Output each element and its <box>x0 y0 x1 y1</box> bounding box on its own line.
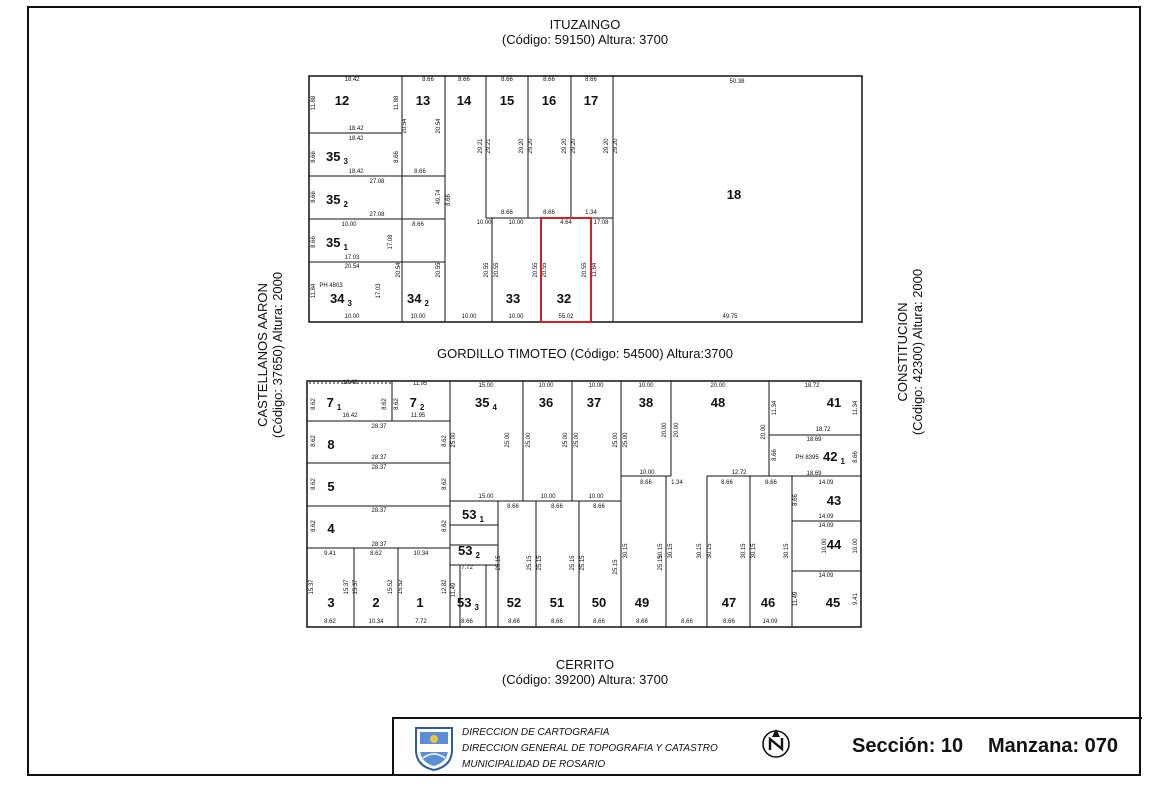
north-dimension-label: 20.55 <box>494 262 500 278</box>
south-dimension-label: 15.52 <box>398 579 404 595</box>
south-dimension-label: 25.15 <box>658 555 664 571</box>
south-dimension-label: 20.00 <box>674 422 680 438</box>
lot-sub-53-2: 2 <box>475 551 480 560</box>
org-line-3: MUNICIPALIDAD DE ROSARIO <box>462 759 606 770</box>
north-dimension-label: 8.66 <box>311 151 317 163</box>
lot-label-35-4: 35 $_4$ <box>475 395 497 412</box>
lot-label-52: 52 <box>506 595 522 610</box>
south-dimension-label: 8.62 <box>311 520 317 532</box>
south-dimension-label: 8.66 <box>507 504 519 510</box>
lot-label-8: 8 <box>327 437 335 452</box>
north-dimension-label: 27.08 <box>369 212 385 218</box>
north-dimension-label: 4.64 <box>560 220 572 226</box>
street-middle-name: GORDILLO TIMOTEO (Código: 54500) Altura:3700 <box>436 346 733 361</box>
south-dimension-label: 15.37 <box>309 579 315 595</box>
lot-label-53-3: 53 $_3$ <box>457 595 479 612</box>
north-dimension-label: 20.54 <box>402 118 408 134</box>
lot-label-1: 1 <box>416 595 424 610</box>
south-dimension-label: 11.49 <box>451 582 457 598</box>
north-dimension-label: 11.88 <box>311 95 317 111</box>
north-dimension-label: 29.21 <box>486 138 492 154</box>
lot-label-51: 51 <box>549 595 565 610</box>
lot-label-38: 38 <box>638 395 654 410</box>
south-dimension-label: 14.09 <box>818 523 834 529</box>
lot-label-46: 46 <box>760 595 776 610</box>
south-dimension-label: 20.00 <box>710 383 726 389</box>
lot-labels <box>326 93 845 612</box>
ph-8395-label: PH 8395 <box>795 455 819 461</box>
south-dimension-label: 28.37 <box>371 455 387 461</box>
south-dimension-label: 30.15 <box>623 543 629 559</box>
south-dimension-label: 8.66 <box>853 451 859 463</box>
north-dimension-label: 8.66 <box>543 210 555 216</box>
south-dimension-label: 18.69 <box>806 471 822 477</box>
lot-label-2: 2 <box>372 595 380 610</box>
south-dimension-label: 8.62 <box>442 478 448 490</box>
north-dimension-label: 29.21 <box>478 138 484 154</box>
south-dimension-label: 8.66 <box>765 480 777 486</box>
lot-sub-35-4: 4 <box>492 403 497 412</box>
south-dimension-label: 8.66 <box>723 619 735 625</box>
lot-label-12: 12 <box>334 93 350 108</box>
north-dimension-label: 8.66 <box>414 169 426 175</box>
south-dimension-label: 8.66 <box>508 619 520 625</box>
lot-label-50: 50 <box>591 595 607 610</box>
lot-label-34-3: 34 $_3$ <box>330 291 352 308</box>
south-dimension-label: 8.62 <box>382 398 388 410</box>
south-dimension-label: 28.37 <box>371 508 387 514</box>
lot-sub-34-2: 2 <box>424 299 429 308</box>
south-dimension-label: 10.00 <box>588 494 604 500</box>
south-dimension-label: 11.49 <box>793 591 799 607</box>
south-dimension-label: 15.37 <box>344 579 350 595</box>
north-dimension-label: 20.55 <box>484 262 490 278</box>
south-dimension-label: 25.00 <box>563 432 569 448</box>
south-dimension-label: 30.15 <box>784 543 790 559</box>
lot-sub-53-1: 1 <box>479 515 484 524</box>
south-dimension-label: 25.00 <box>451 432 457 448</box>
lot-label-35-2: 35 $_2$ <box>326 192 348 209</box>
north-dimension-label: 49.74 <box>436 189 442 205</box>
south-dimension-label: 8.66 <box>721 480 733 486</box>
org-line-2: DIRECCION GENERAL DE TOPOGRAFIA Y CATASTRO <box>462 743 718 754</box>
lot-label-7-1: 7 $_1$ <box>326 395 342 412</box>
south-dimension-label: 8.62 <box>324 619 336 625</box>
south-dimension-label: 11.34 <box>853 400 859 416</box>
south-dimension-label: 15.00 <box>478 494 494 500</box>
north-dimension-label: 29.20 <box>571 138 577 154</box>
north-dimension-label: 20.55 <box>582 262 588 278</box>
lot-label-44: 44 <box>826 537 842 552</box>
south-dimension-label: 25.15 <box>613 559 619 575</box>
street-west-name: CASTELLANOS AARON <box>255 283 270 427</box>
south-dimension-label: 10.00 <box>639 470 655 476</box>
lot-label-5: 5 <box>327 479 335 494</box>
south-dimension-label: 7.72 <box>461 565 473 571</box>
lot-label-18: 18 <box>726 187 742 202</box>
lot-label-17: 17 <box>583 93 599 108</box>
north-arrow-icon <box>760 727 792 759</box>
seccion-label: Sección: 10 <box>852 735 964 757</box>
south-dimension-label: 10.00 <box>638 383 654 389</box>
street-east-detail: (Código: 42300) Altura: 2000 <box>910 268 925 436</box>
lot-label-36: 36 <box>538 395 554 410</box>
rosario-seal-icon <box>413 724 455 772</box>
south-dimension-label: 30.15 <box>707 543 713 559</box>
lot-sub-42-1: 1 <box>840 457 845 466</box>
south-dimension-label: 18.69 <box>806 437 822 443</box>
north-dimension-label: 17.03 <box>376 283 382 299</box>
north-dimension-label: 18.42 <box>348 169 364 175</box>
south-dimension-label: 25.15 <box>527 555 533 571</box>
south-dimension-label: 8.66 <box>681 619 693 625</box>
lot-label-49: 49 <box>634 595 650 610</box>
lot-label-3: 3 <box>327 595 335 610</box>
south-dimension-label: 12.72 <box>731 470 747 476</box>
south-dimension-label: 28.37 <box>371 424 387 430</box>
lot-label-45: 45 <box>825 595 841 610</box>
south-dimension-label: 16.42 <box>342 413 358 419</box>
north-dimension-label: 20.54 <box>344 264 360 270</box>
north-dimension-label: 20.54 <box>396 262 402 278</box>
lot-label-35-1: 35 $_1$ <box>326 235 348 252</box>
south-dimension-label: 8.66 <box>551 619 563 625</box>
south-dimension-label: 20.00 <box>761 424 767 440</box>
north-dimension-label: 17.08 <box>388 234 394 250</box>
south-dimension-label: 8.62 <box>370 551 382 557</box>
south-dimension-label: 9.41 <box>853 593 859 605</box>
south-dimension-label: 8.66 <box>593 504 605 510</box>
south-dimension-label: 25.15 <box>580 555 586 571</box>
south-dimension-label: 9.41 <box>324 551 336 557</box>
north-dimension-label: 8.66 <box>585 77 597 83</box>
lot-label-16: 16 <box>541 93 557 108</box>
south-dimension-label: 8.62 <box>394 398 400 410</box>
south-dimension-label: 1.34 <box>671 480 683 486</box>
lot-label-53-2: 53 $_2$ <box>458 543 480 560</box>
south-dimension-label: 8.62 <box>311 435 317 447</box>
lot-sub-35-2: 2 <box>343 200 348 209</box>
south-dimension-label: 11.34 <box>772 400 778 416</box>
north-dimension-label: 10.00 <box>410 314 426 320</box>
south-dimension-label: 10.34 <box>413 551 429 557</box>
south-dimension-label: 12.82 <box>442 579 448 595</box>
south-dimension-label: 8.62 <box>311 478 317 490</box>
south-dimension-label: 7.72 <box>415 619 427 625</box>
north-dimension-label: 18.42 <box>348 136 364 142</box>
south-dimension-label: 25.00 <box>505 432 511 448</box>
south-dimension-label: 10.00 <box>538 383 554 389</box>
north-dimension-label: 8.66 <box>412 222 424 228</box>
lot-label-35-3: 35 $_3$ <box>326 149 348 166</box>
south-dimension-label: 16.42 <box>342 380 358 386</box>
north-dimension-label: 8.66 <box>458 77 470 83</box>
south-dimension-label: 18.72 <box>815 427 831 433</box>
lot-label-4: 4 <box>327 521 335 536</box>
south-dimension-label: 20.00 <box>662 422 668 438</box>
south-dimension-label: 14.09 <box>818 480 834 486</box>
north-dimension-label: 10.00 <box>508 220 524 226</box>
south-dimension-label: 25.00 <box>526 432 532 448</box>
south-dimension-label: 28.37 <box>371 542 387 548</box>
south-dimension-label: 8.62 <box>311 398 317 410</box>
north-dimension-label: 50.38 <box>729 79 745 85</box>
north-dimension-label: 17.03 <box>344 255 360 261</box>
street-west-detail: (Código: 37650) Altura: 2000 <box>270 271 285 439</box>
lot-label-33: 33 <box>505 291 521 306</box>
north-dimension-label: 11.88 <box>394 95 400 111</box>
lot-sub-35-3: 3 <box>343 157 348 166</box>
lot-label-7-2: 7 $_2$ <box>409 395 425 412</box>
south-dimension-label: 15.00 <box>478 383 494 389</box>
ph-4803-label: PH 4803 <box>319 283 343 289</box>
lot-label-34-2: 34 $_2$ <box>407 291 429 308</box>
south-dimension-label: 30.15 <box>658 543 664 559</box>
north-dimension-label: 8.66 <box>501 210 513 216</box>
south-dimension-label: 8.66 <box>772 449 778 461</box>
north-dimension-label: 29.20 <box>613 138 619 154</box>
north-dimension-label: 20.55 <box>436 262 442 278</box>
north-dimension-label: 10.00 <box>344 314 360 320</box>
street-south-name: CERRITO <box>555 657 615 672</box>
south-dimension-label: 11.95 <box>410 413 426 419</box>
south-dimension-label: 8.66 <box>593 619 605 625</box>
south-dimension-label: 8.66 <box>551 504 563 510</box>
south-dimension-label: 25.00 <box>613 432 619 448</box>
street-south-detail: (Código: 39200) Altura: 3700 <box>501 672 669 687</box>
south-dimension-label: 8.66 <box>636 619 648 625</box>
south-dimension-label: 28.37 <box>371 465 387 471</box>
dimension-labels <box>309 77 859 625</box>
south-dimension-label: 8.66 <box>793 494 799 506</box>
north-dimension-label: 29.20 <box>562 138 568 154</box>
south-dimension-label: 14.09 <box>762 619 778 625</box>
north-dimension-label: 29.20 <box>528 138 534 154</box>
manzana-label: Manzana: 070 <box>988 735 1119 757</box>
lot-label-43: 43 <box>826 493 842 508</box>
north-dimension-label: 8.66 <box>311 191 317 203</box>
south-dimension-label: 10.00 <box>540 494 556 500</box>
lot-label-42-1: 42 $_1$ <box>823 449 845 466</box>
lot-label-41: 41 <box>826 395 842 410</box>
north-dimension-label: 8.66 <box>543 77 555 83</box>
lot-label-37: 37 <box>586 395 602 410</box>
lot-label-53-1: 53 $_1$ <box>462 507 484 524</box>
south-dimension-label: 10.00 <box>853 538 859 554</box>
north-dimension-label: 8.66 <box>394 151 400 163</box>
north-dimension-label: 8.66 <box>422 77 434 83</box>
north-block <box>309 76 862 322</box>
south-dimension-label: 25.00 <box>574 432 580 448</box>
south-dimension-label: 18.72 <box>804 383 820 389</box>
lot-sub-34-3: 3 <box>347 299 352 308</box>
south-dimension-label: 10.00 <box>588 383 604 389</box>
south-dimension-label: 11.95 <box>412 381 428 387</box>
south-dimension-label: 25.15 <box>570 555 576 571</box>
street-north-name: ITUZAINGO <box>549 17 621 32</box>
south-dimension-label: 14.09 <box>818 514 834 520</box>
north-dimension-label: 29.20 <box>519 138 525 154</box>
south-dimension-label: 25.00 <box>623 432 629 448</box>
lot-label-48: 48 <box>710 395 726 410</box>
north-dimension-label: 27.08 <box>369 179 385 185</box>
north-dimension-label: 20.54 <box>436 118 442 134</box>
south-dimension-label: 8.66 <box>461 619 473 625</box>
south-dimension-label: 10.34 <box>368 619 384 625</box>
lot-label-13: 13 <box>415 93 431 108</box>
south-dimension-label: 25.15 <box>496 555 502 571</box>
south-dimension-label: 10.00 <box>822 538 828 554</box>
north-dimension-label: 11.84 <box>592 262 598 278</box>
north-dimension-label: 20.55 <box>542 262 548 278</box>
north-dimension-label: 20.55 <box>533 262 539 278</box>
lot-label-14: 14 <box>456 93 472 108</box>
north-dimension-label: 8.66 <box>311 236 317 248</box>
north-dimension-label: 49.75 <box>722 314 738 320</box>
north-dimension-label: 10.00 <box>341 222 357 228</box>
org-line-1: DIRECCION DE CARTOGRAFIA <box>462 727 610 738</box>
lot-sub-7-2: 2 <box>419 403 425 412</box>
north-dimension-label: 8.66 <box>446 194 452 206</box>
lot-sub-7-1: 1 <box>336 403 342 412</box>
lot-sub-35-1: 1 <box>343 243 348 252</box>
north-dimension-label: 17.08 <box>593 220 609 226</box>
south-dimension-label: 30.15 <box>741 543 747 559</box>
south-dimension-label: 8.66 <box>640 480 652 486</box>
lot-label-32: 32 <box>556 291 572 306</box>
north-dimension-label: 10.00 <box>508 314 524 320</box>
north-dimension-label: 8.66 <box>501 77 513 83</box>
north-dimension-label: 18.42 <box>344 77 360 83</box>
south-dimension-label: 15.52 <box>388 579 394 595</box>
lot-label-15: 15 <box>499 93 515 108</box>
lot-sub-53-3: 3 <box>474 603 479 612</box>
south-dimension-label: 30.15 <box>751 543 757 559</box>
north-dimension-label: 55.02 <box>558 314 574 320</box>
south-dimension-label: 30.15 <box>668 543 674 559</box>
north-dimension-label: 10.00 <box>476 220 492 226</box>
north-dimension-label: 1.34 <box>585 210 597 216</box>
south-dimension-label: 8.62 <box>442 520 448 532</box>
lot-label-47: 47 <box>721 595 737 610</box>
south-dimension-label: 15.37 <box>353 579 359 595</box>
north-dimension-label: 18.42 <box>348 126 364 132</box>
south-dimension-label: 8.62 <box>442 435 448 447</box>
south-dimension-label: 14.09 <box>818 573 834 579</box>
north-dimension-label: 10.00 <box>461 314 477 320</box>
street-north-detail: (Código: 59150) Altura: 3700 <box>501 32 669 47</box>
south-dimension-label: 25.15 <box>537 555 543 571</box>
street-east-name: CONSTITUCION <box>895 302 910 402</box>
north-dimension-label: 11.84 <box>311 283 317 299</box>
south-dimension-label: 30.15 <box>697 543 703 559</box>
north-dimension-label: 29.20 <box>604 138 610 154</box>
